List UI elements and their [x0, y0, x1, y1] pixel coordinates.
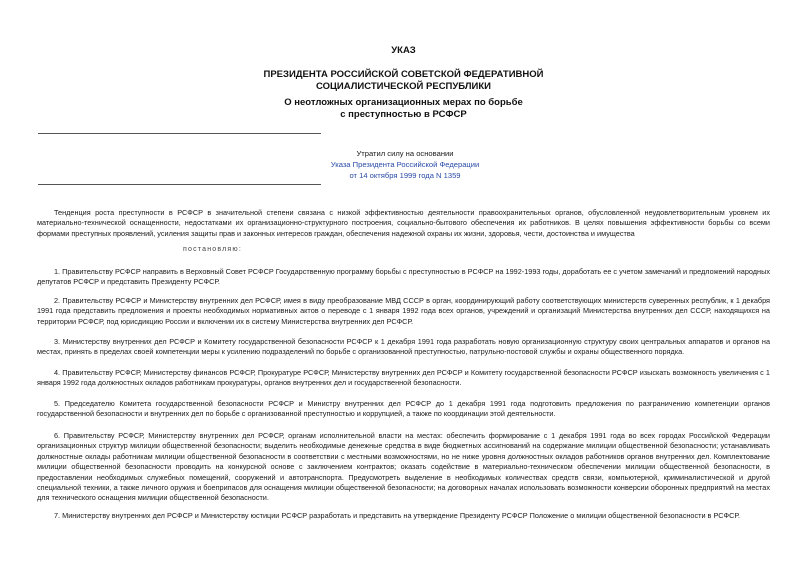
decree-issuer-line-1: ПРЕЗИДЕНТА РОССИЙСКОЙ СОВЕТСКОЙ ФЕДЕРАТИВНОЙ [263, 69, 544, 80]
repeal-decree-link[interactable]: Указа Президента Российской Федерации [330, 160, 480, 169]
paragraph-5: 5. Председателю Комитета государственной безопасности РСФСР и Министру внутренних дел РСФСР до 1 декабря 1991 года подготовить предложения по разграничению компетенции органов государственной безопасности и внутренних дел по борьбе с организованной преступностью и коррупцией, а также по координации этой деятельности. [37, 399, 770, 419]
divider-bottom [38, 184, 321, 185]
paragraph-6: 6. Правительству РСФСР, Министерству внутренних дел РСФСР, органам исполнительной власти на местах: обеспечить формирование с 1 декабря 1991 года во всех городах Российской Федерации организационных структур милиции общественной безопасности; выделить необходимые денежные средства в виде бюджетных ассигнований на содержание милиции общественной безопасности; устанавливать должностные оклады работникам милиции общественной безопасности в соответствии с местными возможностями, но не ниже уровня должностных окладов работников органов внутренних дел. Комплектование милиции общественной безопасности проводить на конкурсной основе с заключением контрактов; оказать содействие в материально-техническом обеспечении милиции общественной безопасности, в предоставлении необходимых служебных помещений, сооружений и автотранспорта. Предусмотреть выделение в необходимых количествах средств связи, компьютерной, криминалистической и другой специальной техники, а также личного оружия и боеприпасов для оснащения милиции общественной безопасности; на договорных началах использовать возможности конверсии оборонных предприятий на местах для технического оснащения милиции общественной безопасности. [37, 431, 770, 503]
decree-subject-line-1: О неотложных организационных мерах по борьбе [284, 97, 523, 108]
paragraph-7: 7. Министерству внутренних дел РСФСР и Министерству юстиции РСФСР разработать и представить на утверждение Президенту РСФСР Положение о милиции общественной безопасности в РСФСР. [54, 511, 740, 520]
decree-word: постановляю: [183, 246, 242, 253]
paragraph-1: 1. Правительству РСФСР направить в Верховный Совет РСФСР Государственную программу борьбы с преступностью в РСФСР на 1992-1993 годы, доработать ее с учетом замечаний и предложений народных депутатов РСФСР и представить Президенту РСФСР. [37, 267, 770, 287]
paragraph-4: 4. Правительству РСФСР, Министерству финансов РСФСР, Прокуратуре РСФСР, Министерству внутренних дел РСФСР и Комитету государственной безопасности РСФСР изыскать возможность увеличения с 1 января 1992 года должностных окладов работникам прокуратуры, органов внутренних дел и государственной безопасности. [37, 368, 770, 388]
paragraph-3: 3. Министерству внутренних дел РСФСР и Комитету государственной безопасности РСФСР к 1 декабря 1991 года разработать новую организационную структуру своих центральных аппаратов и органов на местах, принять в пределах своей компетенции меры к усилению подразделений по борьбе с организованной преступностью, патрульно-постовой службы и охраны общественного порядка. [37, 337, 770, 357]
decree-heading: УКАЗ [391, 45, 416, 56]
divider-top [38, 133, 321, 134]
decree-subject-line-2: с преступностью в РСФСР [340, 109, 467, 120]
paragraph-2: 2. Правительству РСФСР и Министерству внутренних дел РСФСР, имея в виду преобразование МВД СССР в орган, координирующий работу соответствующих министерств суверенных республик, к 1 декабря 1991 года представить предложения и проекты необходимых нормативных актов о переводе с 1 января 1992 года всех органов, учреждений и организаций Министерства внутренних дел СССР, находящихся на территории РСФСР, под юрисдикцию России и включении их в систему Министерства внутренних дел РСФСР. [37, 296, 770, 326]
decree-issuer-line-2: СОЦИАЛИСТИЧЕСКОЙ РЕСПУБЛИКИ [315, 81, 492, 92]
repeal-note-line-1: Утратил силу на основании [356, 149, 454, 158]
repeal-decree-date-link[interactable]: от 14 октября 1999 года N 1359 [349, 171, 461, 180]
intro-paragraph: Тенденция роста преступности в РСФСР в значительной степени связана с низкой эффективностью деятельности правоохранительных органов, обусловленной неудовлетворительным уровнем их материально-технической оснащенности, недостатками их организационно-структурного построения, социально-бытового обеспечения их работников. В целях повышения эффективности борьбы со всеми формами преступных проявлений, усиления защиты прав и законных интересов граждан, обеспечения надежной охраны их жизни, здоровья, чести, достоинства и имущества [37, 208, 770, 238]
